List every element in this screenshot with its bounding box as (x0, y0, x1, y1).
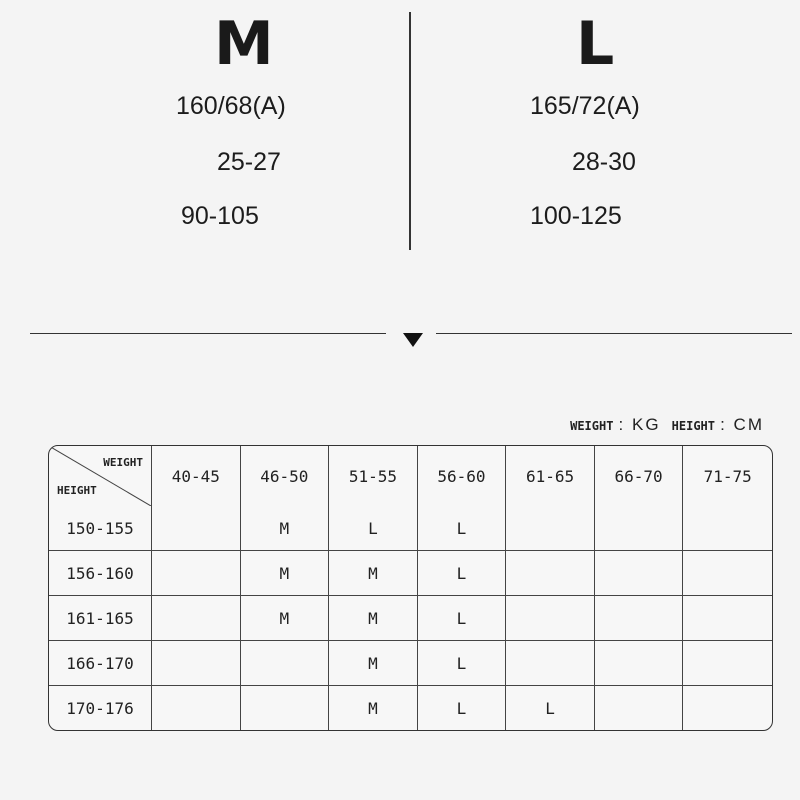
size-cell: M (329, 686, 418, 730)
size-cell (683, 641, 772, 686)
diagonal-line (49, 446, 151, 506)
height-unit-value: : CM (720, 415, 764, 434)
height-weight-code: 160/68(A) (176, 92, 286, 120)
size-cell (595, 686, 684, 730)
table-corner-cell (49, 446, 152, 506)
table-row (49, 641, 772, 686)
size-cell (506, 551, 595, 596)
size-cell (152, 596, 241, 641)
height-row-header: 156-160 (49, 551, 152, 596)
size-panel-m (0, 0, 400, 260)
size-letter: L (576, 9, 615, 79)
weight-column-header: 71-75 (703, 466, 752, 486)
weight-column-header: 51-55 (329, 446, 418, 506)
size-cell: M (329, 641, 418, 686)
size-cell: M (241, 551, 330, 596)
size-cell: M (329, 551, 418, 596)
size-cell (683, 596, 772, 641)
size-cell: M (241, 596, 330, 641)
size-cell (595, 506, 684, 551)
weight-unit-label: WEIGHT (570, 419, 614, 433)
weight-column-header: 56-60 (418, 446, 507, 506)
size-cell: L (418, 596, 507, 641)
size-chart-table (48, 445, 773, 731)
size-cell (152, 686, 241, 730)
size-cell (241, 686, 330, 730)
weight-range: 100-125 (530, 202, 622, 230)
size-cell (683, 506, 772, 551)
size-cell (506, 506, 595, 551)
height-unit-label: HEIGHT (671, 419, 716, 433)
weight-column-header: 66-70 (595, 446, 684, 506)
size-cell (595, 641, 684, 686)
height-row-header: 170-176 (49, 686, 152, 730)
size-cell (152, 641, 241, 686)
horizontal-divider-left (30, 333, 386, 334)
size-cell (595, 551, 684, 596)
size-cell (506, 641, 595, 686)
height-row-header: 166-170 (49, 641, 152, 686)
size-cell (152, 551, 241, 596)
size-cell (683, 686, 772, 730)
weight-range: 90-105 (181, 202, 259, 230)
corner-height-label: HEIGHT (57, 484, 97, 497)
size-cell: L (418, 551, 507, 596)
height-row-header: 161-165 (49, 596, 152, 641)
size-cell (241, 641, 330, 686)
table-header-row (49, 446, 772, 506)
down-triangle-icon (403, 333, 423, 347)
table-row (49, 596, 772, 641)
table-row (49, 686, 772, 730)
size-letter: M (214, 9, 274, 79)
size-cell: L (329, 506, 418, 551)
height-weight-code: 165/72(A) (530, 92, 640, 120)
weight-column-header: 46-50 (241, 446, 330, 506)
size-cell: L (418, 686, 507, 730)
table-row (49, 551, 772, 596)
size-cell: L (506, 686, 595, 730)
waist-range: 28-30 (572, 148, 636, 176)
size-cell: L (418, 641, 507, 686)
horizontal-divider-right (436, 333, 792, 334)
size-cell (506, 596, 595, 641)
waist-range: 25-27 (217, 148, 281, 176)
unit-note (570, 415, 770, 435)
size-panel-l (410, 0, 800, 260)
size-cell: M (329, 596, 418, 641)
weight-unit-value: : KG (618, 415, 661, 434)
table-row (49, 506, 772, 551)
size-cell: L (418, 506, 507, 551)
weight-column-header: 40-45 (152, 446, 241, 506)
weight-column-header: 61-65 (506, 446, 595, 506)
size-cell (595, 596, 684, 641)
corner-weight-label: WEIGHT (103, 456, 143, 469)
size-cell: M (241, 506, 330, 551)
size-cell (683, 551, 772, 596)
size-cell (152, 506, 241, 551)
height-row-header: 150-155 (49, 506, 152, 551)
